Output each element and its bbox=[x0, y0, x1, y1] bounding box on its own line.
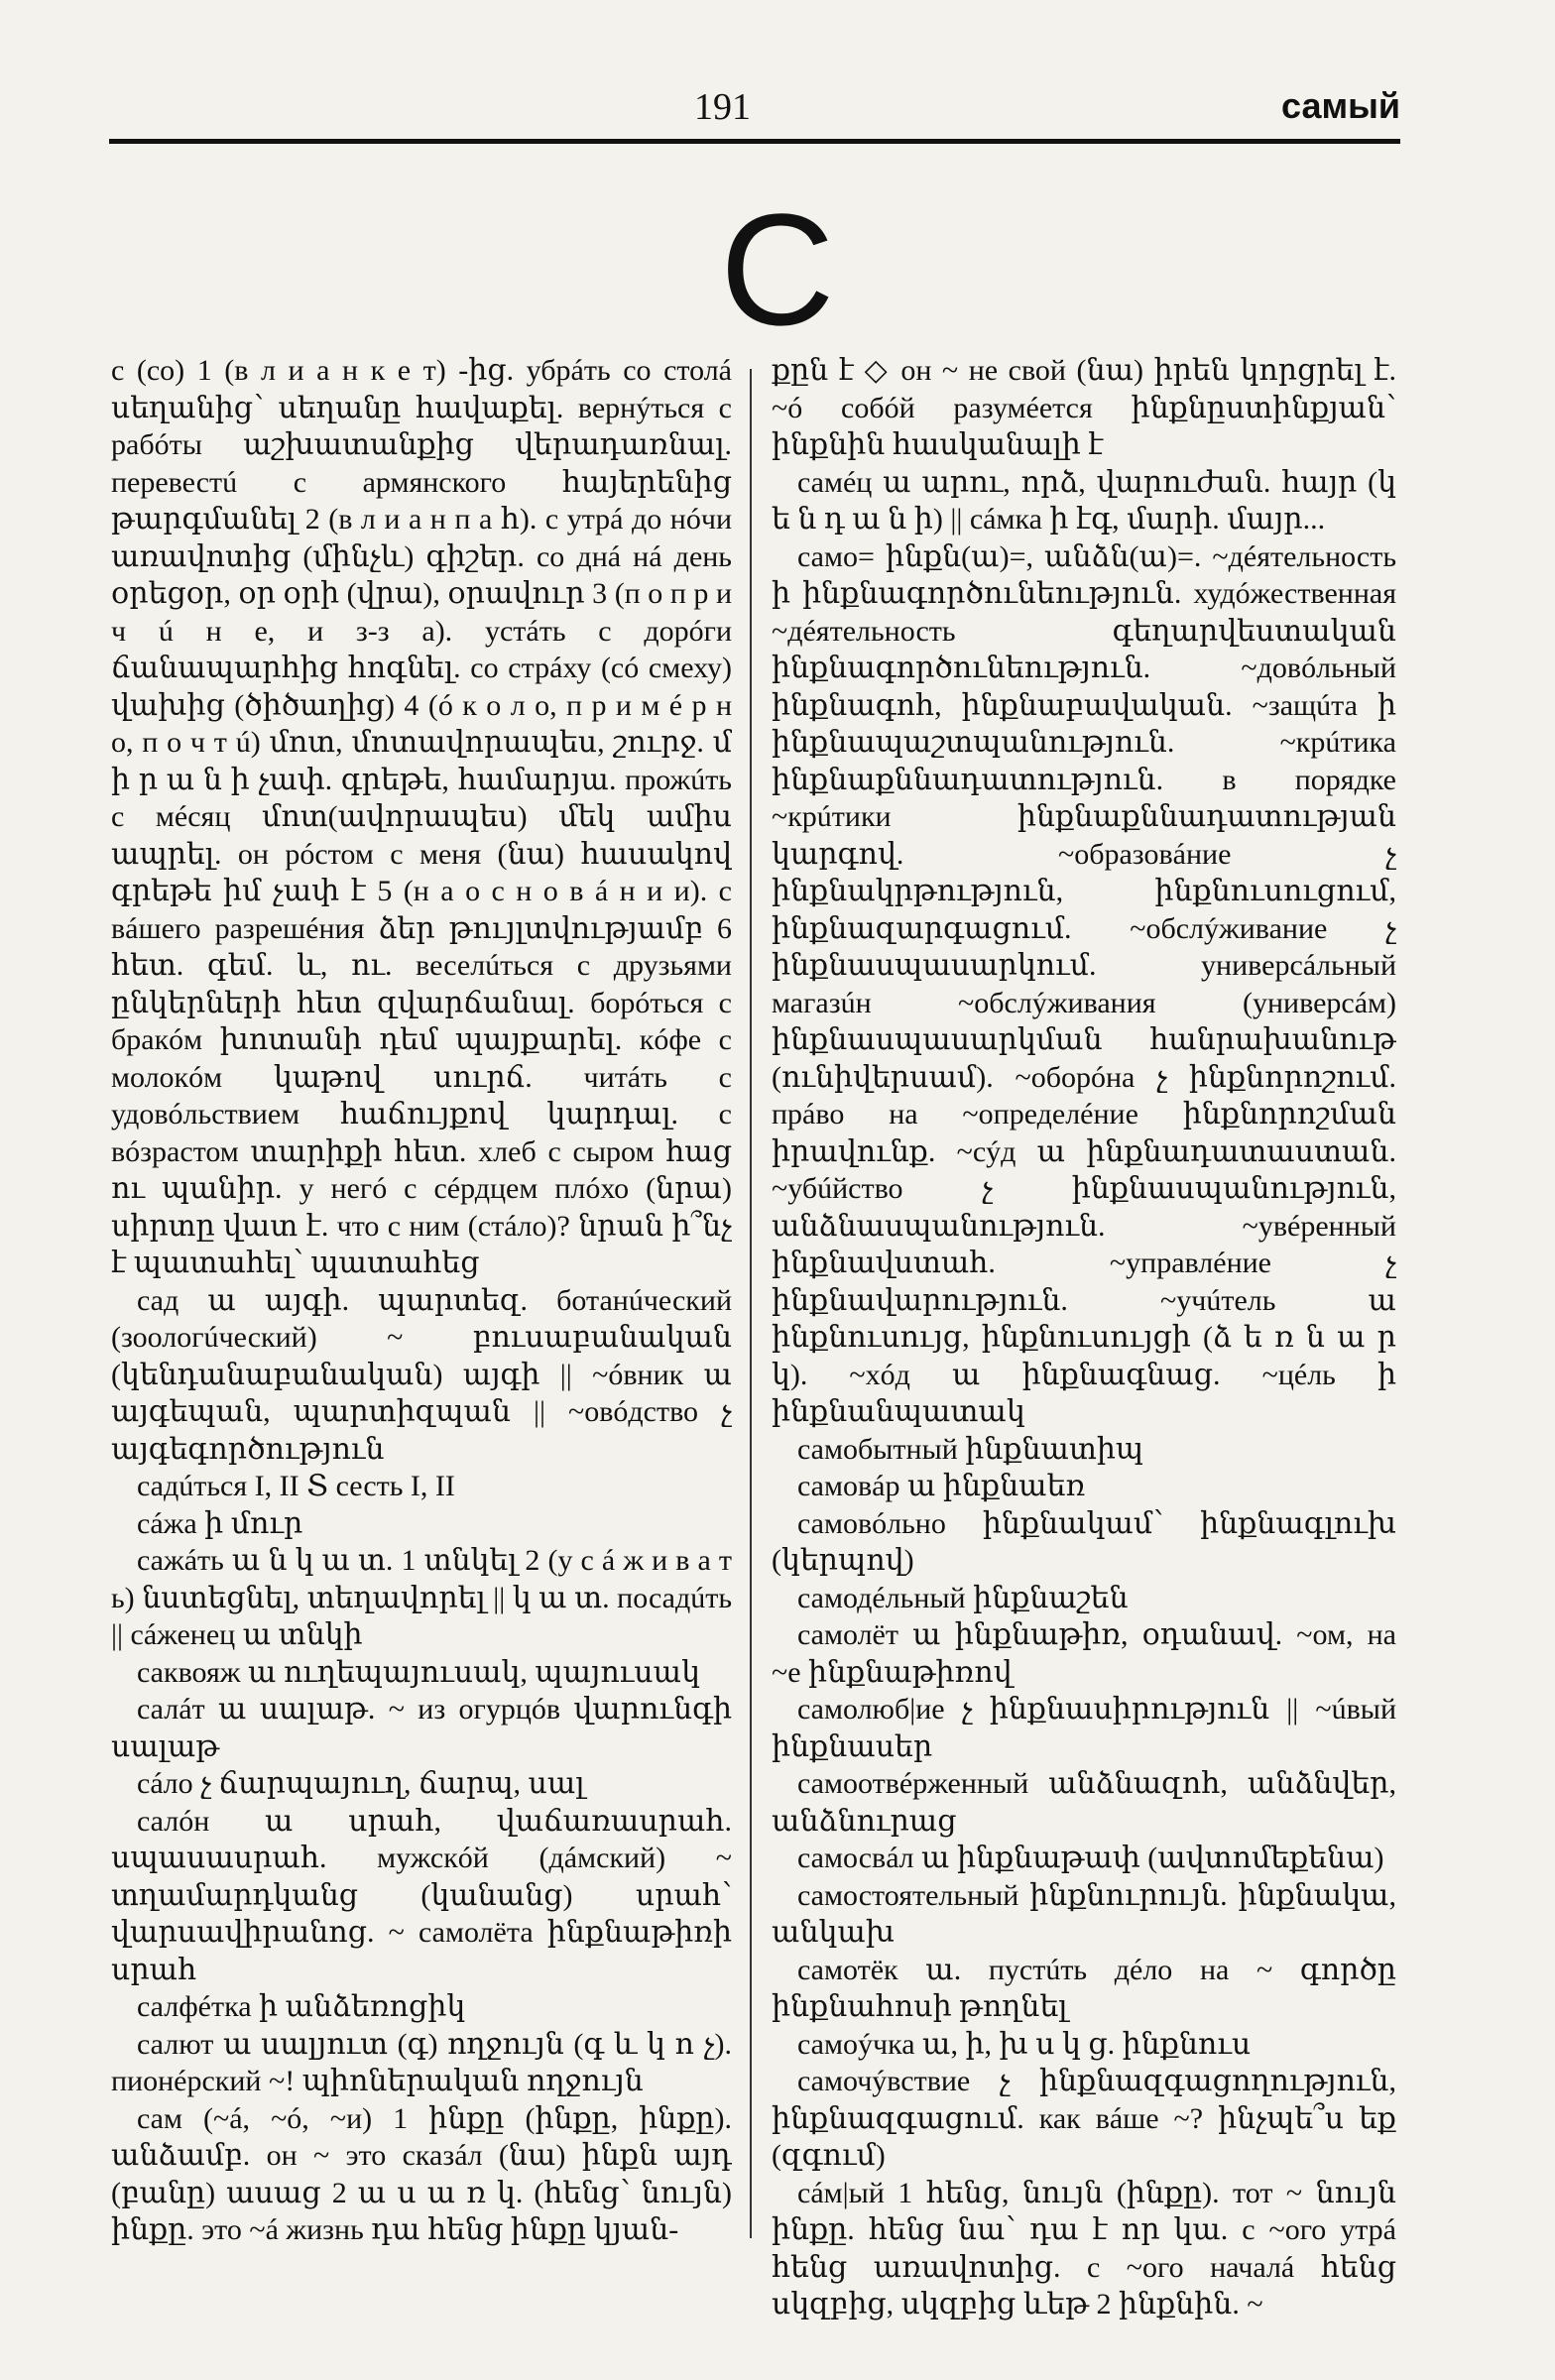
left-column bbox=[111, 352, 732, 2330]
entry-sam-continued: քըն է ◇ он ~ не свой (նա) իրեն կորցրել է. ~ó собóй разумéется ինքնըստինքյան՝ ինքնին հասկանալի է bbox=[772, 354, 1396, 461]
entry-sakvoyazh: саквояж ա ուղեպայուսակ, պայուսակ bbox=[137, 1655, 700, 1689]
entry-sazha: сáжа ի մուր bbox=[137, 1506, 303, 1540]
entry-salon: салóн ա սրահ, վաճառասրահ. սպասասրահ. мужскóй (дáмский) ~ տղամարդկանց (կանանց) սրահ՝ վարսավիրանոց. ~ самолёта ինքնաթիռի սրահ bbox=[111, 1804, 732, 1986]
section-letter: С bbox=[720, 180, 835, 358]
entry-salo: сáло չ ճարպայուղ, ճարպ, սալ bbox=[137, 1767, 585, 1800]
entry-sam: сам (~á, ~ó, ~и) 1 ինքը (ինքը, ինքը). անձամբ. он ~ это сказáл (նա) ինքն այդ (բանը) ասաց 2 ա ս ա ռ կ. (հենց՝ նույն) ինքը. это ~á жизнь դա հենց ինքը կյան- bbox=[111, 2101, 732, 2246]
entry-samolet: самолёт ա ինքնաթիռ, օդանավ. ~ом, на ~е ինքնաթիռով bbox=[772, 1618, 1396, 1689]
entry-samolyubie: самолюб|ие չ ինքնասիրություն || ~úвый ինքնասեր bbox=[772, 1693, 1396, 1763]
entry-salat: салáт ա սալաթ. ~ из огурцóв վարունգի սալաթ bbox=[111, 1693, 732, 1763]
entry-samochuvstvie: самочýвствие չ ինքնազգացողություն, ինքնազգացում. как вáше ~? ինչպե՞ս եք (զգում) bbox=[772, 2065, 1396, 2172]
entry-samouchka: самоýчка ա, ի, խ ս կ ց. ինքնուս bbox=[797, 2027, 1252, 2061]
right-column bbox=[772, 352, 1396, 2330]
entry-samodelny: самодéльный ինքնաշեն bbox=[797, 1581, 1129, 1614]
header-rule bbox=[109, 139, 1400, 144]
page-number: 191 bbox=[694, 86, 751, 128]
entry-samovolno: самовóльно ինքնակամ՝ ինքնագլուխ (կերպով) bbox=[772, 1506, 1396, 1577]
entry-s: с (со) 1 (в л и а н к е т) -ից. убрáть со столá սեղանից՝ սեղանը հավաքել. вернýться с рабóты աշխատանքից վերադառնալ. перевестú с армянского հայերենից թարգմանել 2 (в л и а н п а հ). с утрá до нóчи առավոտից (մինչև) գիշեր. со днá нá день օրեցօր, օր օրի (վրա), օրավուր 3 (п о п р и ч ú н е, и з-з а). устáть с дорóги ճանապարհից հոգնել. со стрáху (сó смеху) վախից (ծիծաղից) 4 (ó к о л о, п р и м é р н о, п о ч т ú) մոտ, մոտավորապես, շուրջ. մ ի ր ա ն ի չափ. գրեթե, համարյա. прожúть с мéсяц մոտ(ավորապես) մեկ ամիս ապրել. он рóстом с меня (նա) հասակով գրեթե իմ չափ է 5 (н а о с н о в á н и и). с вáшего разрешéния ձեր թույլտվությամբ 6 հետ. գեմ. և, ու. веселúться с друзьями ընկերների հետ զվարճանալ. борóться с бракóм խոտանի դեմ պայքարել. кóфе с молокóм կաթով սուրճ. читáть с удовóльствием հաճույքով կարդալ. с вóзрастом տարիքի հետ. хлеб с сыром հաց ու պանիր. у негó с сéрдцем плóхо (նրա) սիրտը վատ է. что с ним (стáло)? նրան ի՞նչ է պատահել՝ պատահեց bbox=[111, 354, 732, 1279]
entry-samosval: самосвáл ա ինքնաթափ (ավտոմեքենա) bbox=[797, 1842, 1384, 1874]
running-head: самый bbox=[1281, 85, 1400, 126]
entry-sazhat: сажáть ա ն կ ա տ. 1 տնկել 2 (у с á ж и в а т ь) նստեցնել, տեղավորել || կ ա տ. посадúть || сáженец ա տնկի bbox=[111, 1544, 732, 1651]
entry-samets: самéц ա արու, որձ, վարուժան. հայր (կ ե ն դ ա ն ի) || сáмка ի էգ, մարի. մայր... bbox=[772, 465, 1396, 536]
entry-sad: сад ա այգի. պարտեզ. ботанúческий (зоологúческий) ~ բուսաբանական (կենդանաբանական) այգի || ~óвник ա այգեպան, պարտիզպան || ~овóдство չ այգեգործություն bbox=[111, 1283, 732, 1466]
entry-salfetka: салфéтка ի անձեռոցիկ bbox=[137, 1990, 466, 2023]
entry-saditsya: садúться I, II Տ сесть I, II bbox=[137, 1470, 455, 1502]
entry-samobytny: самобытный ինքնատիպ bbox=[797, 1432, 1144, 1466]
entry-samostoyatelny: самостоятельный ինքնուրույն. ինքնակա, անկախ bbox=[772, 1878, 1396, 1949]
entry-samotek: самотёк ա. пустúть дéло на ~ գործը ինքնահոսի թողնել bbox=[772, 1953, 1396, 2023]
entry-samootverzhenny: самоотвéрженный անձնազոհ, անձնվեր, անձնուրաց bbox=[772, 1767, 1396, 1838]
column-divider bbox=[750, 369, 752, 2238]
entry-samo: само= ինքն(ա)=, անձն(ա)=. ~дéятельность ի ինքնագործունեություն. худóжественная ~дéятельность գեղարվեստական ինքնագործունեություն. ~довóльный ինքնագոհ, ինքնաբավական. ~защúта ի ինքնապաշտպանություն. ~крúтика ինքնաքննադատություն. в порядке ~крúтики ինքնաքննադատության կարգով. ~образовáние չ ինքնակրթություն, ինքնուսուցում, ինքնազարգացում. ~обслýживание չ ինքնասպասարկում. универсáльный магазúн ~обслýживания (универсáм) ինքնասպասարկման հանրախանութ (ունիվերսամ). ~оборóна չ ինքնորոշում. прáво на ~определéние ինքնորոշման իրավունք. ~сýд ա ինքնադատաստան. ~убúйство չ ինքնասպանություն, անձնասպանություն. ~увéренный ինքնավստահ. ~управлéние չ ինքնավարություն. ~учúтель ա ինքնուսույց, ինքնուսույցի (ձ ե ռ ն ա ր կ). ~хóд ա ինքնագնաց. ~цéль ի ինքնանպատակ bbox=[772, 539, 1396, 1428]
entry-salyut: салют ա սալյուտ (գ) ողջույն (գ և կ ո չ). пионéрский ~! պիոներական ողջույն bbox=[111, 2027, 732, 2097]
entry-samovar: самовáр ա ինքնաեռ bbox=[797, 1470, 1086, 1502]
entry-samy: сáм|ый 1 հենց, նույն (ինքը). тот ~ նույն ինքը. հենց նա՝ դա է որ կա. с ~ого утрá հենց առավոտից. с ~ого началá հենց սկզբից, սկզբից ևեթ 2 ինքնին. ~ bbox=[772, 2176, 1396, 2320]
